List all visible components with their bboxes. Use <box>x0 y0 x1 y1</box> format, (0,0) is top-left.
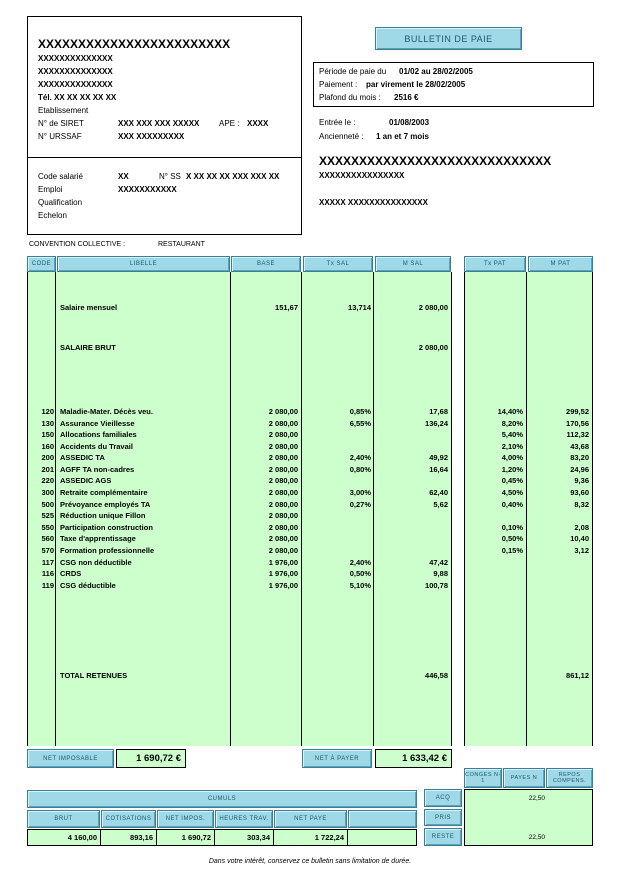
col-base <box>231 272 302 746</box>
employer-address-3: XXXXXXXXXXXXXX <box>38 80 113 89</box>
period-box <box>313 62 594 107</box>
col-code <box>27 272 56 746</box>
employee-line-3: XXXXX XXXXXXXXXXXXXXX <box>319 198 428 207</box>
paiement-value: par virement le 28/02/2005 <box>366 80 466 89</box>
row-base: 2 080,00 <box>268 522 298 532</box>
row-tx-sal: 13,714 <box>348 303 371 312</box>
row-tx-pat: 4,50% <box>501 488 523 498</box>
row-m-pat: 43,68 <box>570 441 589 451</box>
acq-value: 22,50 <box>528 795 545 802</box>
reste-button[interactable]: RESTE <box>424 828 462 846</box>
row-base: 2 080,00 <box>268 441 298 451</box>
row-m-sal: 5,62 <box>433 499 448 509</box>
row-m-sal: 136,24 <box>425 418 448 428</box>
cumul-header-net-paye[interactable]: NET PAYE <box>274 810 347 828</box>
row-code: 160 <box>41 441 54 451</box>
cumul-header-heures[interactable]: HEURES TRAV. <box>215 810 273 828</box>
header-m-sal[interactable]: M SAL <box>375 256 451 272</box>
bulletin-title-button[interactable]: BULLETIN DE PAIE <box>375 27 522 50</box>
cumul-value-net-impos: 1 690,72 <box>181 833 211 842</box>
emploi-label: Emploi <box>38 185 63 194</box>
ape-label: APE : <box>219 119 240 128</box>
total-label: TOTAL RETENUES <box>60 671 128 680</box>
row-libelle: Participation construction <box>60 522 153 532</box>
row-m-sal: 47,42 <box>429 557 448 567</box>
row-code: 570 <box>41 545 54 555</box>
footer-note: Dans votre intérêt, conservez ce bulletin sans limitation de durée. <box>208 858 412 865</box>
row-m-pat: 10,40 <box>570 534 589 544</box>
row-base: 2 080,00 <box>268 488 298 498</box>
row-m-pat: 8,32 <box>574 499 589 509</box>
siret-label: N° de SIRET <box>38 119 84 128</box>
qualification-label: Qualification <box>38 198 83 207</box>
employer-divider <box>28 157 301 158</box>
row-tx-sal: 2,40% <box>349 557 371 567</box>
row-tx-sal: 0,85% <box>349 407 371 416</box>
row-libelle: Maladie-Mater. Décès veu. <box>60 407 153 416</box>
row-code: 117 <box>41 557 54 567</box>
row-tx-pat: 0,10% <box>501 522 523 532</box>
row-tx-sal: 6,55% <box>349 418 371 428</box>
row-code: 220 <box>41 476 54 486</box>
row-m-pat: 24,96 <box>570 464 589 474</box>
cumul-value-net-paye: 1 722,24 <box>314 833 344 842</box>
employer-address-2: XXXXXXXXXXXXXX <box>38 67 113 76</box>
row-base: 1 976,00 <box>268 569 298 579</box>
row-libelle: ASSEDIC AGS <box>60 476 112 486</box>
row-libelle: Taxe d'apprentissage <box>60 534 136 544</box>
row-m-sal: 17,68 <box>429 407 448 416</box>
row-code: 150 <box>41 430 54 440</box>
emploi-value: XXXXXXXXXXX <box>118 185 177 194</box>
row-tx-sal: 0,50% <box>349 569 371 579</box>
urssaf-value: XXX XXXXXXXXX <box>118 132 185 141</box>
row-libelle: AGFF TA non-cadres <box>60 464 135 474</box>
cumul-value-brut: 4 160,00 <box>67 833 97 842</box>
row-base: 1 976,00 <box>268 557 298 567</box>
nss-label: N° SS <box>159 172 181 181</box>
row-libelle: Assurance Vieillesse <box>60 418 135 428</box>
header-base[interactable]: BASE <box>231 256 301 272</box>
row-tx-pat: 1,20% <box>501 464 523 474</box>
row-base: 2 080,00 <box>268 511 298 521</box>
row-code: 130 <box>41 418 54 428</box>
urssaf-label: N° URSSAF <box>38 132 82 141</box>
row-m-sal: 16,64 <box>429 464 448 474</box>
row-code: 200 <box>41 453 54 463</box>
row-tx-pat: 2,10% <box>501 441 523 451</box>
row-m-pat: 93,60 <box>570 488 589 498</box>
row-code: 560 <box>41 534 54 544</box>
row-code: 120 <box>41 407 54 416</box>
net-imposable-button[interactable]: NET IMPOSABLE <box>27 749 114 768</box>
row-libelle: SALAIRE BRUT <box>60 343 116 352</box>
row-libelle: Réduction unique Fillon <box>60 511 146 521</box>
row-m-pat: 83,20 <box>570 453 589 463</box>
row-base: 2 080,00 <box>268 499 298 509</box>
header-m-pat[interactable]: M PAT <box>528 256 593 272</box>
siret-value: XXX XXX XXX XXXXX <box>118 119 200 128</box>
row-m-pat: 112,32 <box>566 430 589 440</box>
row-tx-pat: 0,40% <box>501 499 523 509</box>
row-base: 2 080,00 <box>268 407 298 416</box>
col-tx-pat <box>464 272 527 746</box>
pris-button[interactable]: PRIS <box>424 809 462 826</box>
row-base: 2 080,00 <box>268 476 298 486</box>
row-tx-sal: 0,80% <box>349 464 371 474</box>
total-m-sal: 446,58 <box>425 671 448 680</box>
row-base: 2 080,00 <box>268 453 298 463</box>
net-a-payer-button[interactable]: NET À PAYER <box>302 749 372 768</box>
row-tx-sal: 0,27% <box>349 499 371 509</box>
paiement-label: Paiement : <box>319 80 358 89</box>
row-tx-pat: 5,40% <box>501 430 523 440</box>
code-salarie-label: Code salarié <box>38 172 83 181</box>
cumul-sep-2 <box>156 829 157 846</box>
anciennete-label: Ancienneté : <box>319 132 364 141</box>
row-code: 300 <box>41 488 54 498</box>
anciennete-value: 1 an et 7 mois <box>376 132 429 141</box>
entree-value: 01/08/2003 <box>389 118 430 127</box>
row-code: 500 <box>41 499 54 509</box>
row-tx-sal: 2,40% <box>349 453 371 463</box>
employee-line-2: XXXXXXXXXXXXXXXX <box>319 171 405 180</box>
row-m-pat: 299,52 <box>566 407 589 416</box>
etablissement-label: Etablissement <box>38 106 89 115</box>
row-libelle: Salaire mensuel <box>60 303 118 312</box>
row-tx-pat: 0,15% <box>501 545 523 555</box>
cumul-header-cotisations[interactable]: COTISATIONS <box>101 810 156 828</box>
header-tx-pat[interactable]: Tx PAT <box>464 256 526 272</box>
repos-compens-button[interactable]: REPOS COMPENS. <box>546 768 593 788</box>
row-m-pat: 3,12 <box>574 545 589 555</box>
plafond-value: 2516 € <box>394 93 419 102</box>
header-libelle[interactable]: LIBELLE <box>57 256 230 272</box>
nss-value: X XX XX XX XXX XXX XX <box>186 172 280 181</box>
row-tx-pat: 4,00% <box>501 453 523 463</box>
row-tx-sal: 3,00% <box>349 488 371 498</box>
acq-button[interactable]: ACQ <box>424 789 462 807</box>
row-libelle: Retraite complémentaire <box>60 488 148 498</box>
row-base: 2 080,00 <box>268 430 298 440</box>
entree-label: Entrée le : <box>319 118 356 127</box>
cumul-value-heures: 303,34 <box>247 833 270 842</box>
row-libelle: CSG non déductible <box>60 557 132 567</box>
periode-label: Période de paie du <box>319 67 387 76</box>
employer-phone: Tél. XX XX XX XX XX <box>38 93 117 102</box>
cumul-sep-4 <box>273 829 274 846</box>
convention-value: RESTAURANT <box>158 241 205 248</box>
employer-box <box>27 16 302 235</box>
row-m-pat: 2,08 <box>574 522 589 532</box>
row-tx-pat: 14,40% <box>497 407 523 416</box>
row-code: 201 <box>41 464 54 474</box>
cumul-sep-1 <box>100 829 101 846</box>
row-code: 550 <box>41 522 54 532</box>
row-tx-pat: 0,50% <box>501 534 523 544</box>
row-code: 116 <box>41 569 54 579</box>
row-libelle: Formation professionnelle <box>60 545 155 555</box>
row-m-pat: 9,36 <box>574 476 589 486</box>
employer-address-1: XXXXXXXXXXXXXX <box>38 54 113 63</box>
cumul-header-net-impos[interactable]: NET IMPOS. <box>157 810 214 828</box>
net-a-payer-value: 1 633,42 € <box>375 749 452 768</box>
header-tx-sal[interactable]: Tx SAL <box>303 256 373 272</box>
row-libelle: Accidents du Travail <box>60 441 133 451</box>
row-base: 2 080,00 <box>268 534 298 544</box>
cumul-sep-5 <box>347 829 348 846</box>
net-imposable-value: 1 690,72 € <box>116 749 186 768</box>
row-base: 1 976,00 <box>268 580 298 590</box>
cumuls-button[interactable]: CUMULS <box>27 790 417 808</box>
row-m-sal: 100,78 <box>425 580 448 590</box>
employer-name: XXXXXXXXXXXXXXXXXXXXXXXX <box>38 37 231 51</box>
row-tx-pat: 8,20% <box>501 418 523 428</box>
row-m-sal: 62,40 <box>429 488 448 498</box>
plafond-label: Plafond du mois : <box>319 93 381 102</box>
row-code: 525 <box>41 511 54 521</box>
cumul-value-cotisations: 893,16 <box>130 833 153 842</box>
col-tx-sal <box>302 272 374 746</box>
row-libelle: CSG déductible <box>60 580 116 590</box>
cumul-sep-3 <box>214 829 215 846</box>
total-m-pat: 861,12 <box>566 671 589 680</box>
periode-value: 01/02 au 28/02/2005 <box>399 67 473 76</box>
row-libelle: ASSEDIC TA <box>60 453 105 463</box>
employee-name: XXXXXXXXXXXXXXXXXXXXXXXXXXXXX <box>319 154 552 168</box>
row-tx-pat: 0,45% <box>501 476 523 486</box>
code-salarie-value: XX <box>118 172 129 181</box>
row-base: 151,67 <box>275 303 298 312</box>
reste-value: 22,50 <box>528 834 545 841</box>
echelon-label: Echelon <box>38 211 67 220</box>
row-m-sal: 2 080,00 <box>418 343 448 352</box>
cumul-header-brut[interactable]: BRUT <box>27 810 100 828</box>
row-tx-sal: 5,10% <box>349 580 371 590</box>
ape-value: XXXX <box>247 119 269 128</box>
payes-n-button[interactable]: PAYES N <box>503 768 545 788</box>
row-base: 2 080,00 <box>268 418 298 428</box>
conges-n1-button[interactable]: CONGES N-1 <box>464 768 502 788</box>
row-libelle: CRDS <box>60 569 82 579</box>
convention-label: CONVENTION COLLECTIVE : <box>29 241 126 248</box>
header-code[interactable]: CODE <box>27 256 56 272</box>
row-base: 2 080,00 <box>268 464 298 474</box>
row-base: 2 080,00 <box>268 545 298 555</box>
row-code: 119 <box>41 580 54 590</box>
row-libelle: Allocations familiales <box>60 430 137 440</box>
row-m-sal: 9,88 <box>433 569 448 579</box>
row-m-sal: 2 080,00 <box>418 303 448 312</box>
row-libelle: Prévoyance employés TA <box>60 499 151 509</box>
cumul-header-empty[interactable] <box>348 810 417 828</box>
row-m-sal: 49,92 <box>429 453 448 463</box>
row-m-pat: 170,56 <box>566 418 589 428</box>
